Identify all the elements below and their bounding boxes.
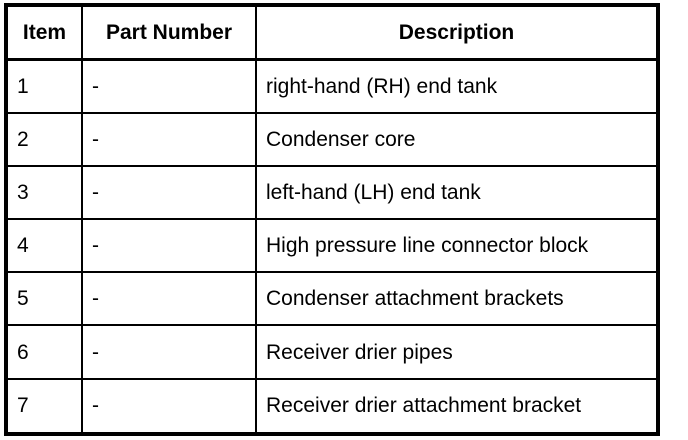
column-header-part-number: Part Number [82, 5, 256, 59]
table-row [6, 379, 658, 434]
cell-part-number: - [82, 325, 256, 378]
cell-item: 6 [6, 325, 82, 378]
cell-part-number: - [82, 166, 256, 219]
cell-item: 2 [6, 113, 82, 166]
table-row [6, 113, 658, 166]
table-row [6, 59, 658, 113]
table-row [6, 166, 658, 219]
cell-description: High pressure line connector block [256, 219, 658, 272]
parts-list-table [4, 3, 660, 436]
cell-item: 5 [6, 272, 82, 325]
cell-description: Receiver drier pipes [256, 325, 658, 378]
table-header [6, 5, 658, 59]
cell-description: Condenser core [256, 113, 658, 166]
column-header-description: Description [256, 5, 658, 59]
cell-item: 3 [6, 166, 82, 219]
table-row [6, 219, 658, 272]
table-row [6, 272, 658, 325]
cell-part-number: - [82, 272, 256, 325]
cell-description: Receiver drier attachment bracket [256, 379, 658, 434]
cell-description: right-hand (RH) end tank [256, 59, 658, 113]
column-header-item: Item [6, 5, 82, 59]
cell-description: Condenser attachment brackets [256, 272, 658, 325]
cell-part-number: - [82, 219, 256, 272]
cell-item: 4 [6, 219, 82, 272]
cell-item: 7 [6, 379, 82, 434]
cell-description: left-hand (LH) end tank [256, 166, 658, 219]
table-row [6, 325, 658, 378]
cell-part-number: - [82, 113, 256, 166]
cell-item: 1 [6, 59, 82, 113]
table-body [6, 59, 658, 434]
header-row [6, 5, 658, 59]
cell-part-number: - [82, 59, 256, 113]
cell-part-number: - [82, 379, 256, 434]
